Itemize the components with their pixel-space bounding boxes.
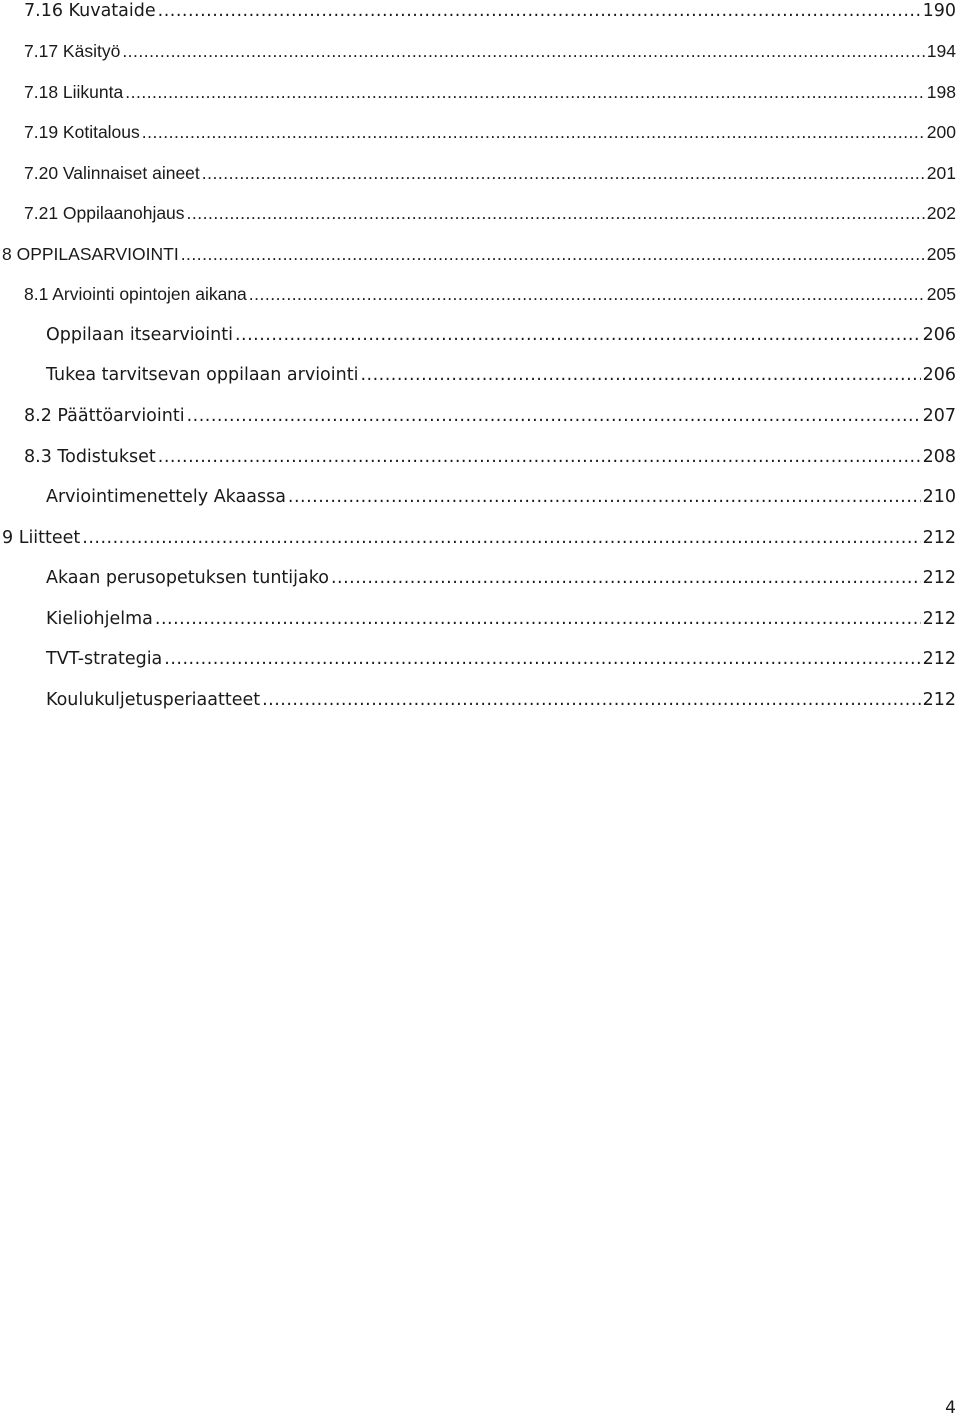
- toc-dot-leader: [262, 689, 920, 711]
- toc-entry-page: 208: [922, 447, 956, 467]
- toc-entry-page: 201: [926, 163, 956, 183]
- toc-dot-leader: [142, 121, 925, 143]
- toc-entry[interactable]: [46, 480, 956, 508]
- toc-entry-title: 7.18 Liikunta: [24, 82, 124, 102]
- toc-entry-title: 7.17 Käsityö: [24, 41, 121, 61]
- toc-entry-title: 8.1 Arviointi opintojen aikana: [24, 284, 247, 304]
- toc-entry-page: 198: [926, 82, 956, 102]
- toc-entry-page: 212: [922, 690, 956, 710]
- toc-entry[interactable]: [46, 358, 956, 386]
- toc-entry-title: 7.16 Kuvataide: [24, 1, 156, 21]
- toc-entry-page: 205: [926, 244, 956, 264]
- toc-dot-leader: [331, 567, 921, 589]
- toc-entry[interactable]: [46, 561, 956, 589]
- toc-entry[interactable]: [46, 318, 956, 346]
- toc-entry-title: Kieliohjelma: [46, 609, 153, 629]
- toc-dot-leader: [82, 527, 920, 549]
- toc-entry-title: 9 Liitteet: [2, 528, 81, 548]
- toc-entry-title: Koulukuljetusperiaatteet: [46, 690, 261, 710]
- toc-entry-page: 205: [926, 284, 956, 304]
- toc-entry[interactable]: [46, 602, 956, 630]
- toc-entry[interactable]: [24, 399, 956, 427]
- toc-entry[interactable]: [24, 156, 956, 184]
- toc-entry-title: Akaan perusopetuksen tuntijako: [46, 568, 329, 588]
- toc-dot-leader: [164, 648, 920, 670]
- toc-entry-title: 8.2 Päättöarviointi: [24, 406, 185, 426]
- toc-dot-leader: [181, 243, 925, 265]
- toc-dot-leader: [235, 324, 921, 346]
- toc-entry-page: 202: [926, 203, 956, 223]
- toc-dot-leader: [158, 0, 921, 22]
- toc-dot-leader: [122, 40, 924, 62]
- toc-entry-page: 206: [922, 325, 956, 345]
- toc-dot-leader: [158, 446, 921, 468]
- toc-entry-title: TVT-strategia: [46, 649, 163, 669]
- toc-entry-page: 212: [922, 568, 956, 588]
- toc-entry-title: Arviointimenettely Akaassa: [46, 487, 286, 507]
- toc-entry[interactable]: [2, 521, 956, 549]
- toc-entry[interactable]: [24, 75, 956, 103]
- toc-entry-page: 206: [922, 365, 956, 385]
- toc-entry-page: 190: [922, 1, 956, 21]
- toc-entry-page: 212: [922, 528, 956, 548]
- toc-entry-title: Tukea tarvitsevan oppilaan arviointi: [46, 365, 359, 385]
- toc-entry-page: 212: [922, 649, 956, 669]
- toc-dot-leader: [360, 364, 920, 386]
- toc-entry-title: 7.19 Kotitalous: [24, 122, 140, 142]
- toc-entry[interactable]: [24, 440, 956, 468]
- toc-entry-title: 7.21 Oppilaanohjaus: [24, 203, 185, 223]
- toc-entry[interactable]: [24, 196, 956, 224]
- toc-dot-leader: [187, 405, 921, 427]
- toc-entry-page: 212: [922, 609, 956, 629]
- toc-entry-title: Oppilaan itsearviointi: [46, 325, 233, 345]
- page-number: 4: [945, 1398, 956, 1418]
- toc-dot-leader: [249, 283, 925, 305]
- toc-entry-title: 8 OPPILASARVIOINTI: [2, 244, 179, 264]
- toc-entry-page: 207: [922, 406, 956, 426]
- toc-entry[interactable]: [46, 683, 956, 711]
- toc-entry-page: 200: [926, 122, 956, 142]
- toc-entry-title: 7.20 Valinnaiset aineet: [24, 163, 200, 183]
- toc-dot-leader: [125, 81, 925, 103]
- toc-dot-leader: [288, 486, 921, 508]
- toc-entry-page: 194: [926, 41, 956, 61]
- toc-entry[interactable]: [24, 0, 956, 22]
- toc-entry[interactable]: [24, 34, 956, 62]
- toc-entry-title: 8.3 Todistukset: [24, 447, 156, 467]
- toc-dot-leader: [155, 608, 921, 630]
- toc-entry[interactable]: [24, 277, 956, 305]
- toc-entry-page: 210: [922, 487, 956, 507]
- toc-entry[interactable]: [2, 237, 956, 265]
- toc-dot-leader: [202, 162, 925, 184]
- toc-entry[interactable]: [24, 115, 956, 143]
- toc-entry[interactable]: [46, 642, 956, 670]
- toc-dot-leader: [187, 202, 925, 224]
